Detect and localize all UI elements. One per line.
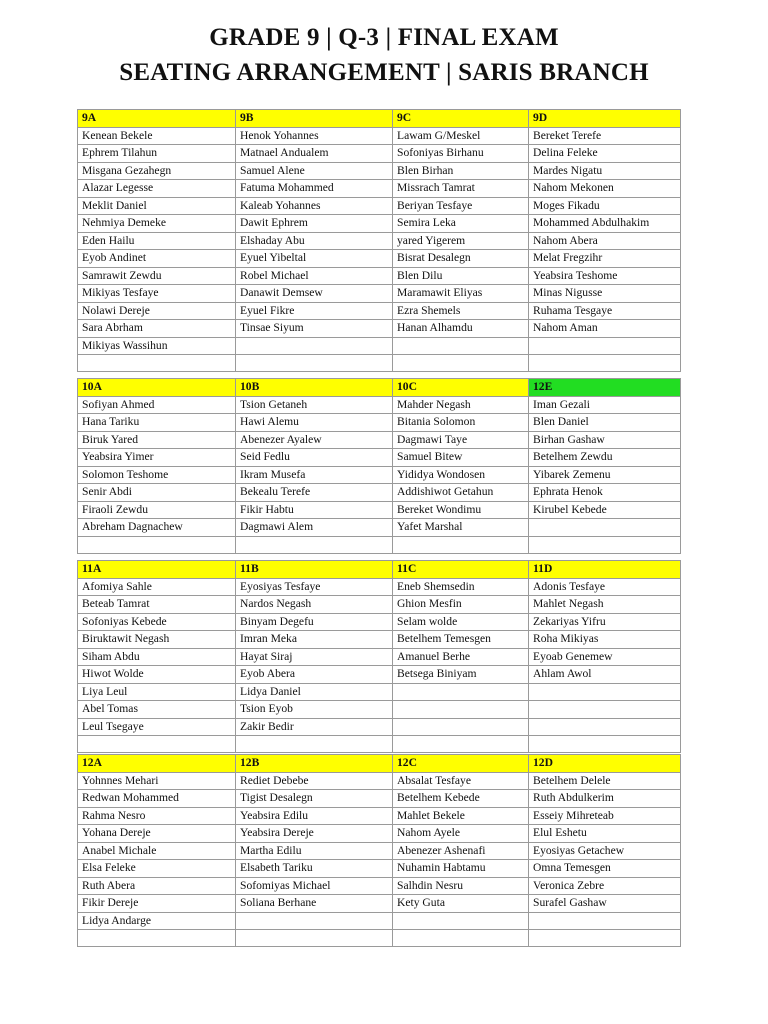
student-name-cell	[236, 337, 393, 355]
student-name-cell: Samuel Bitew	[393, 449, 529, 467]
student-name-cell: Binyam Degefu	[236, 613, 393, 631]
table-row	[78, 396, 681, 414]
student-name-cell: Nuhamin Habtamu	[393, 860, 529, 878]
student-name-cell: Betelhem Zewdu	[529, 449, 681, 467]
empty-cell	[393, 930, 529, 947]
student-name-cell: Mahlet Negash	[529, 596, 681, 614]
student-name-cell: Tsion Eyob	[236, 701, 393, 719]
student-name-cell: Ephrem Tilahun	[78, 145, 236, 163]
student-name-cell: Ezra Shemels	[393, 302, 529, 320]
section-header-row	[78, 561, 681, 579]
student-name-cell: Yafet Marshal	[393, 519, 529, 537]
student-name-cell: Mohammed Abdulhakim	[529, 215, 681, 233]
table-row	[78, 912, 681, 930]
student-name-cell: Hawi Alemu	[236, 414, 393, 432]
student-name-cell: Kirubel Kebede	[529, 501, 681, 519]
student-name-cell: Omna Temesgen	[529, 860, 681, 878]
empty-cell	[529, 930, 681, 947]
student-name-cell: Eden Hailu	[78, 232, 236, 250]
section-label: 12B	[236, 755, 393, 773]
student-name-cell: Henok Yohannes	[236, 127, 393, 145]
table-row	[78, 772, 681, 790]
student-name-cell: yared Yigerem	[393, 232, 529, 250]
student-name-cell: Misgana Gezahegn	[78, 162, 236, 180]
student-name-cell: Eyoab Genemew	[529, 648, 681, 666]
student-name-cell	[393, 701, 529, 719]
section-label: 12E	[529, 379, 681, 397]
student-name-cell: Esseiy Mihreteab	[529, 807, 681, 825]
table-row	[78, 718, 681, 736]
table-row	[78, 127, 681, 145]
student-name-cell: Bekealu Terefe	[236, 484, 393, 502]
table-row	[78, 449, 681, 467]
table-row	[78, 519, 681, 537]
student-name-cell	[393, 912, 529, 930]
student-name-cell: Bereket Terefe	[529, 127, 681, 145]
student-name-cell: Siham Abdu	[78, 648, 236, 666]
student-name-cell: Adonis Tesfaye	[529, 578, 681, 596]
student-name-cell: Kenean Bekele	[78, 127, 236, 145]
table-row	[78, 790, 681, 808]
table-row	[78, 631, 681, 649]
table-row	[78, 431, 681, 449]
empty-cell	[78, 536, 236, 553]
student-name-cell: Sara Abrham	[78, 320, 236, 338]
student-name-cell	[529, 912, 681, 930]
seating-table-grade-11	[77, 560, 681, 753]
section-label: 12C	[393, 755, 529, 773]
spacer-row	[78, 355, 681, 372]
student-name-cell: Salhdin Nesru	[393, 877, 529, 895]
student-name-cell: Mikiyas Wassihun	[78, 337, 236, 355]
seating-table-grade-10	[77, 378, 681, 554]
student-name-cell: Yeabsira Dereje	[236, 825, 393, 843]
table-row	[78, 484, 681, 502]
student-name-cell: Minas Nigusse	[529, 285, 681, 303]
table-row	[78, 825, 681, 843]
student-name-cell: Nahom Aman	[529, 320, 681, 338]
student-name-cell: Addishiwot Getahun	[393, 484, 529, 502]
section-label: 12A	[78, 755, 236, 773]
student-name-cell: Maramawit Eliyas	[393, 285, 529, 303]
student-name-cell: Beriyan Tesfaye	[393, 197, 529, 215]
student-name-cell: Hayat Siraj	[236, 648, 393, 666]
spacer-row	[78, 930, 681, 947]
student-name-cell: Yeabsira Edilu	[236, 807, 393, 825]
student-name-cell: Mikiyas Tesfaye	[78, 285, 236, 303]
student-name-cell: Liya Leul	[78, 683, 236, 701]
student-name-cell: Absalat Tesfaye	[393, 772, 529, 790]
student-name-cell: Hana Tariku	[78, 414, 236, 432]
student-name-cell: Eneb Shemsedin	[393, 578, 529, 596]
empty-cell	[78, 930, 236, 947]
table-row	[78, 145, 681, 163]
table-row	[78, 232, 681, 250]
student-name-cell: Abenezer Ayalew	[236, 431, 393, 449]
student-name-cell: Betelhem Kebede	[393, 790, 529, 808]
student-name-cell: Sofoniyas Birhanu	[393, 145, 529, 163]
student-name-cell: Betsega Biniyam	[393, 666, 529, 684]
student-name-cell: Matnael Andualem	[236, 145, 393, 163]
empty-cell	[236, 930, 393, 947]
empty-cell	[529, 736, 681, 753]
student-name-cell: Eyosiyas Getachew	[529, 842, 681, 860]
section-label: 9A	[78, 110, 236, 128]
student-name-cell: Abenezer Ashenafi	[393, 842, 529, 860]
table-row	[78, 701, 681, 719]
student-name-cell: Redwan Mohammed	[78, 790, 236, 808]
section-header-row	[78, 755, 681, 773]
spacer-row	[78, 736, 681, 753]
student-name-cell: Hanan Alhamdu	[393, 320, 529, 338]
student-name-cell: Eyuel Yibeltal	[236, 250, 393, 268]
table-row	[78, 215, 681, 233]
student-name-cell: Nehmiya Demeke	[78, 215, 236, 233]
student-name-cell: Elsa Feleke	[78, 860, 236, 878]
document-subtitle: SEATING ARRANGEMENT | SARIS BRANCH	[119, 59, 649, 86]
seating-table-grade-12	[77, 754, 681, 947]
student-name-cell: Elul Eshetu	[529, 825, 681, 843]
student-name-cell: Yididya Wondosen	[393, 466, 529, 484]
student-name-cell: Melat Fregzihr	[529, 250, 681, 268]
table-row	[78, 578, 681, 596]
student-name-cell: Biruktawit Negash	[78, 631, 236, 649]
student-name-cell	[529, 701, 681, 719]
student-name-cell: Dawit Ephrem	[236, 215, 393, 233]
student-name-cell	[393, 683, 529, 701]
table-row	[78, 807, 681, 825]
student-name-cell: Ruth Abdulkerim	[529, 790, 681, 808]
student-name-cell: Fikir Habtu	[236, 501, 393, 519]
student-name-cell	[529, 337, 681, 355]
section-label: 12D	[529, 755, 681, 773]
student-name-cell: Zakir Bedir	[236, 718, 393, 736]
student-name-cell: Nahom Mekonen	[529, 180, 681, 198]
student-name-cell: Eyosiyas Tesfaye	[236, 578, 393, 596]
student-name-cell	[393, 337, 529, 355]
section-label: 10A	[78, 379, 236, 397]
student-name-cell: Eyob Andinet	[78, 250, 236, 268]
student-name-cell: Samuel Alene	[236, 162, 393, 180]
student-name-cell: Soliana Berhane	[236, 895, 393, 913]
section-label: 9B	[236, 110, 393, 128]
student-name-cell: Betelhem Temesgen	[393, 631, 529, 649]
table-row	[78, 648, 681, 666]
student-name-cell: Senir Abdi	[78, 484, 236, 502]
student-name-cell: Ruhama Tesgaye	[529, 302, 681, 320]
seating-table-grade-9	[77, 109, 681, 372]
student-name-cell: Rediet Debebe	[236, 772, 393, 790]
student-name-cell: Roha Mikiyas	[529, 631, 681, 649]
student-name-cell: Ikram Musefa	[236, 466, 393, 484]
table-row	[78, 877, 681, 895]
student-name-cell: Missrach Tamrat	[393, 180, 529, 198]
student-name-cell: Mahlet Bekele	[393, 807, 529, 825]
student-name-cell: Anabel Michale	[78, 842, 236, 860]
student-name-cell: Mardes Nigatu	[529, 162, 681, 180]
empty-cell	[78, 736, 236, 753]
table-row	[78, 466, 681, 484]
section-label: 11A	[78, 561, 236, 579]
table-row	[78, 683, 681, 701]
section-label: 9C	[393, 110, 529, 128]
table-row	[78, 501, 681, 519]
empty-cell	[393, 536, 529, 553]
student-name-cell: Lawam G/Meskel	[393, 127, 529, 145]
student-name-cell: Solomon Teshome	[78, 466, 236, 484]
student-name-cell: Ghion Mesfin	[393, 596, 529, 614]
student-name-cell: Seid Fedlu	[236, 449, 393, 467]
section-label: 11D	[529, 561, 681, 579]
student-name-cell: Robel Michael	[236, 267, 393, 285]
student-name-cell: Danawit Demsew	[236, 285, 393, 303]
table-row	[78, 285, 681, 303]
student-name-cell: Ruth Abera	[78, 877, 236, 895]
student-name-cell: Dagmawi Taye	[393, 431, 529, 449]
table-row	[78, 267, 681, 285]
student-name-cell: Eyob Abera	[236, 666, 393, 684]
student-name-cell: Alazar Legesse	[78, 180, 236, 198]
student-name-cell: Yohnnes Mehari	[78, 772, 236, 790]
student-name-cell: Meklit Daniel	[78, 197, 236, 215]
student-name-cell: Bisrat Desalegn	[393, 250, 529, 268]
student-name-cell: Bitania Solomon	[393, 414, 529, 432]
table-row	[78, 337, 681, 355]
empty-cell	[393, 355, 529, 372]
student-name-cell: Rahma Nesro	[78, 807, 236, 825]
student-name-cell: Fikir Dereje	[78, 895, 236, 913]
student-name-cell	[529, 683, 681, 701]
table-row	[78, 842, 681, 860]
student-name-cell: Nardos Negash	[236, 596, 393, 614]
student-name-cell: Martha Edilu	[236, 842, 393, 860]
table-row	[78, 860, 681, 878]
empty-cell	[393, 736, 529, 753]
table-row	[78, 414, 681, 432]
student-name-cell: Iman Gezali	[529, 396, 681, 414]
student-name-cell: Lidya Daniel	[236, 683, 393, 701]
student-name-cell: Eyuel Fikre	[236, 302, 393, 320]
student-name-cell: Hiwot Wolde	[78, 666, 236, 684]
table-row	[78, 197, 681, 215]
student-name-cell	[529, 519, 681, 537]
student-name-cell: Nolawi Dereje	[78, 302, 236, 320]
student-name-cell: Biruk Yared	[78, 431, 236, 449]
student-name-cell: Afomiya Sahle	[78, 578, 236, 596]
spacer-row	[78, 536, 681, 553]
student-name-cell: Lidya Andarge	[78, 912, 236, 930]
student-name-cell: Kaleab Yohannes	[236, 197, 393, 215]
student-name-cell: Betelhem Delele	[529, 772, 681, 790]
table-row	[78, 666, 681, 684]
student-name-cell: Amanuel Berhe	[393, 648, 529, 666]
table-row	[78, 613, 681, 631]
student-name-cell: Semira Leka	[393, 215, 529, 233]
table-row	[78, 250, 681, 268]
student-name-cell: Yeabsira Teshome	[529, 267, 681, 285]
section-label: 11B	[236, 561, 393, 579]
section-label: 9D	[529, 110, 681, 128]
student-name-cell	[393, 718, 529, 736]
table-row	[78, 895, 681, 913]
student-name-cell: Sofoniyas Kebede	[78, 613, 236, 631]
student-name-cell: Blen Dilu	[393, 267, 529, 285]
student-name-cell: Tsion Getaneh	[236, 396, 393, 414]
student-name-cell: Bereket Wondimu	[393, 501, 529, 519]
student-name-cell	[236, 912, 393, 930]
student-name-cell	[529, 718, 681, 736]
empty-cell	[529, 355, 681, 372]
table-row	[78, 180, 681, 198]
student-name-cell: Elsabeth Tariku	[236, 860, 393, 878]
student-name-cell: Fatuma Mohammed	[236, 180, 393, 198]
student-name-cell: Abreham Dagnachew	[78, 519, 236, 537]
student-name-cell: Yibarek Zemenu	[529, 466, 681, 484]
student-name-cell: Birhan Gashaw	[529, 431, 681, 449]
student-name-cell: Blen Daniel	[529, 414, 681, 432]
student-name-cell: Delina Feleke	[529, 145, 681, 163]
student-name-cell: Dagmawi Alem	[236, 519, 393, 537]
table-row	[78, 320, 681, 338]
student-name-cell: Tigist Desalegn	[236, 790, 393, 808]
student-name-cell: Blen Birhan	[393, 162, 529, 180]
student-name-cell: Mahder Negash	[393, 396, 529, 414]
student-name-cell: Ahlam Awol	[529, 666, 681, 684]
empty-cell	[236, 355, 393, 372]
student-name-cell: Selam wolde	[393, 613, 529, 631]
student-name-cell: Tinsae Siyum	[236, 320, 393, 338]
empty-cell	[529, 536, 681, 553]
student-name-cell: Elshaday Abu	[236, 232, 393, 250]
section-label: 10C	[393, 379, 529, 397]
student-name-cell: Yohana Dereje	[78, 825, 236, 843]
section-header-row	[78, 379, 681, 397]
table-row	[78, 302, 681, 320]
section-header-row	[78, 110, 681, 128]
student-name-cell: Kety Guta	[393, 895, 529, 913]
student-name-cell: Surafel Gashaw	[529, 895, 681, 913]
student-name-cell: Beteab Tamrat	[78, 596, 236, 614]
student-name-cell: Zekariyas Yifru	[529, 613, 681, 631]
student-name-cell: Moges Fikadu	[529, 197, 681, 215]
empty-cell	[236, 736, 393, 753]
section-label: 11C	[393, 561, 529, 579]
student-name-cell: Imran Meka	[236, 631, 393, 649]
student-name-cell: Leul Tsegaye	[78, 718, 236, 736]
student-name-cell: Firaoli Zewdu	[78, 501, 236, 519]
student-name-cell: Nahom Abera	[529, 232, 681, 250]
table-row	[78, 162, 681, 180]
student-name-cell: Sofiyan Ahmed	[78, 396, 236, 414]
section-label: 10B	[236, 379, 393, 397]
empty-cell	[78, 355, 236, 372]
student-name-cell: Nahom Ayele	[393, 825, 529, 843]
student-name-cell: Abel Tomas	[78, 701, 236, 719]
table-row	[78, 596, 681, 614]
document-title: GRADE 9 | Q-3 | FINAL EXAM	[209, 24, 559, 51]
student-name-cell: Ephrata Henok	[529, 484, 681, 502]
student-name-cell: Samrawit Zewdu	[78, 267, 236, 285]
student-name-cell: Veronica Zebre	[529, 877, 681, 895]
student-name-cell: Sofomiyas Michael	[236, 877, 393, 895]
student-name-cell: Yeabsira Yimer	[78, 449, 236, 467]
empty-cell	[236, 536, 393, 553]
